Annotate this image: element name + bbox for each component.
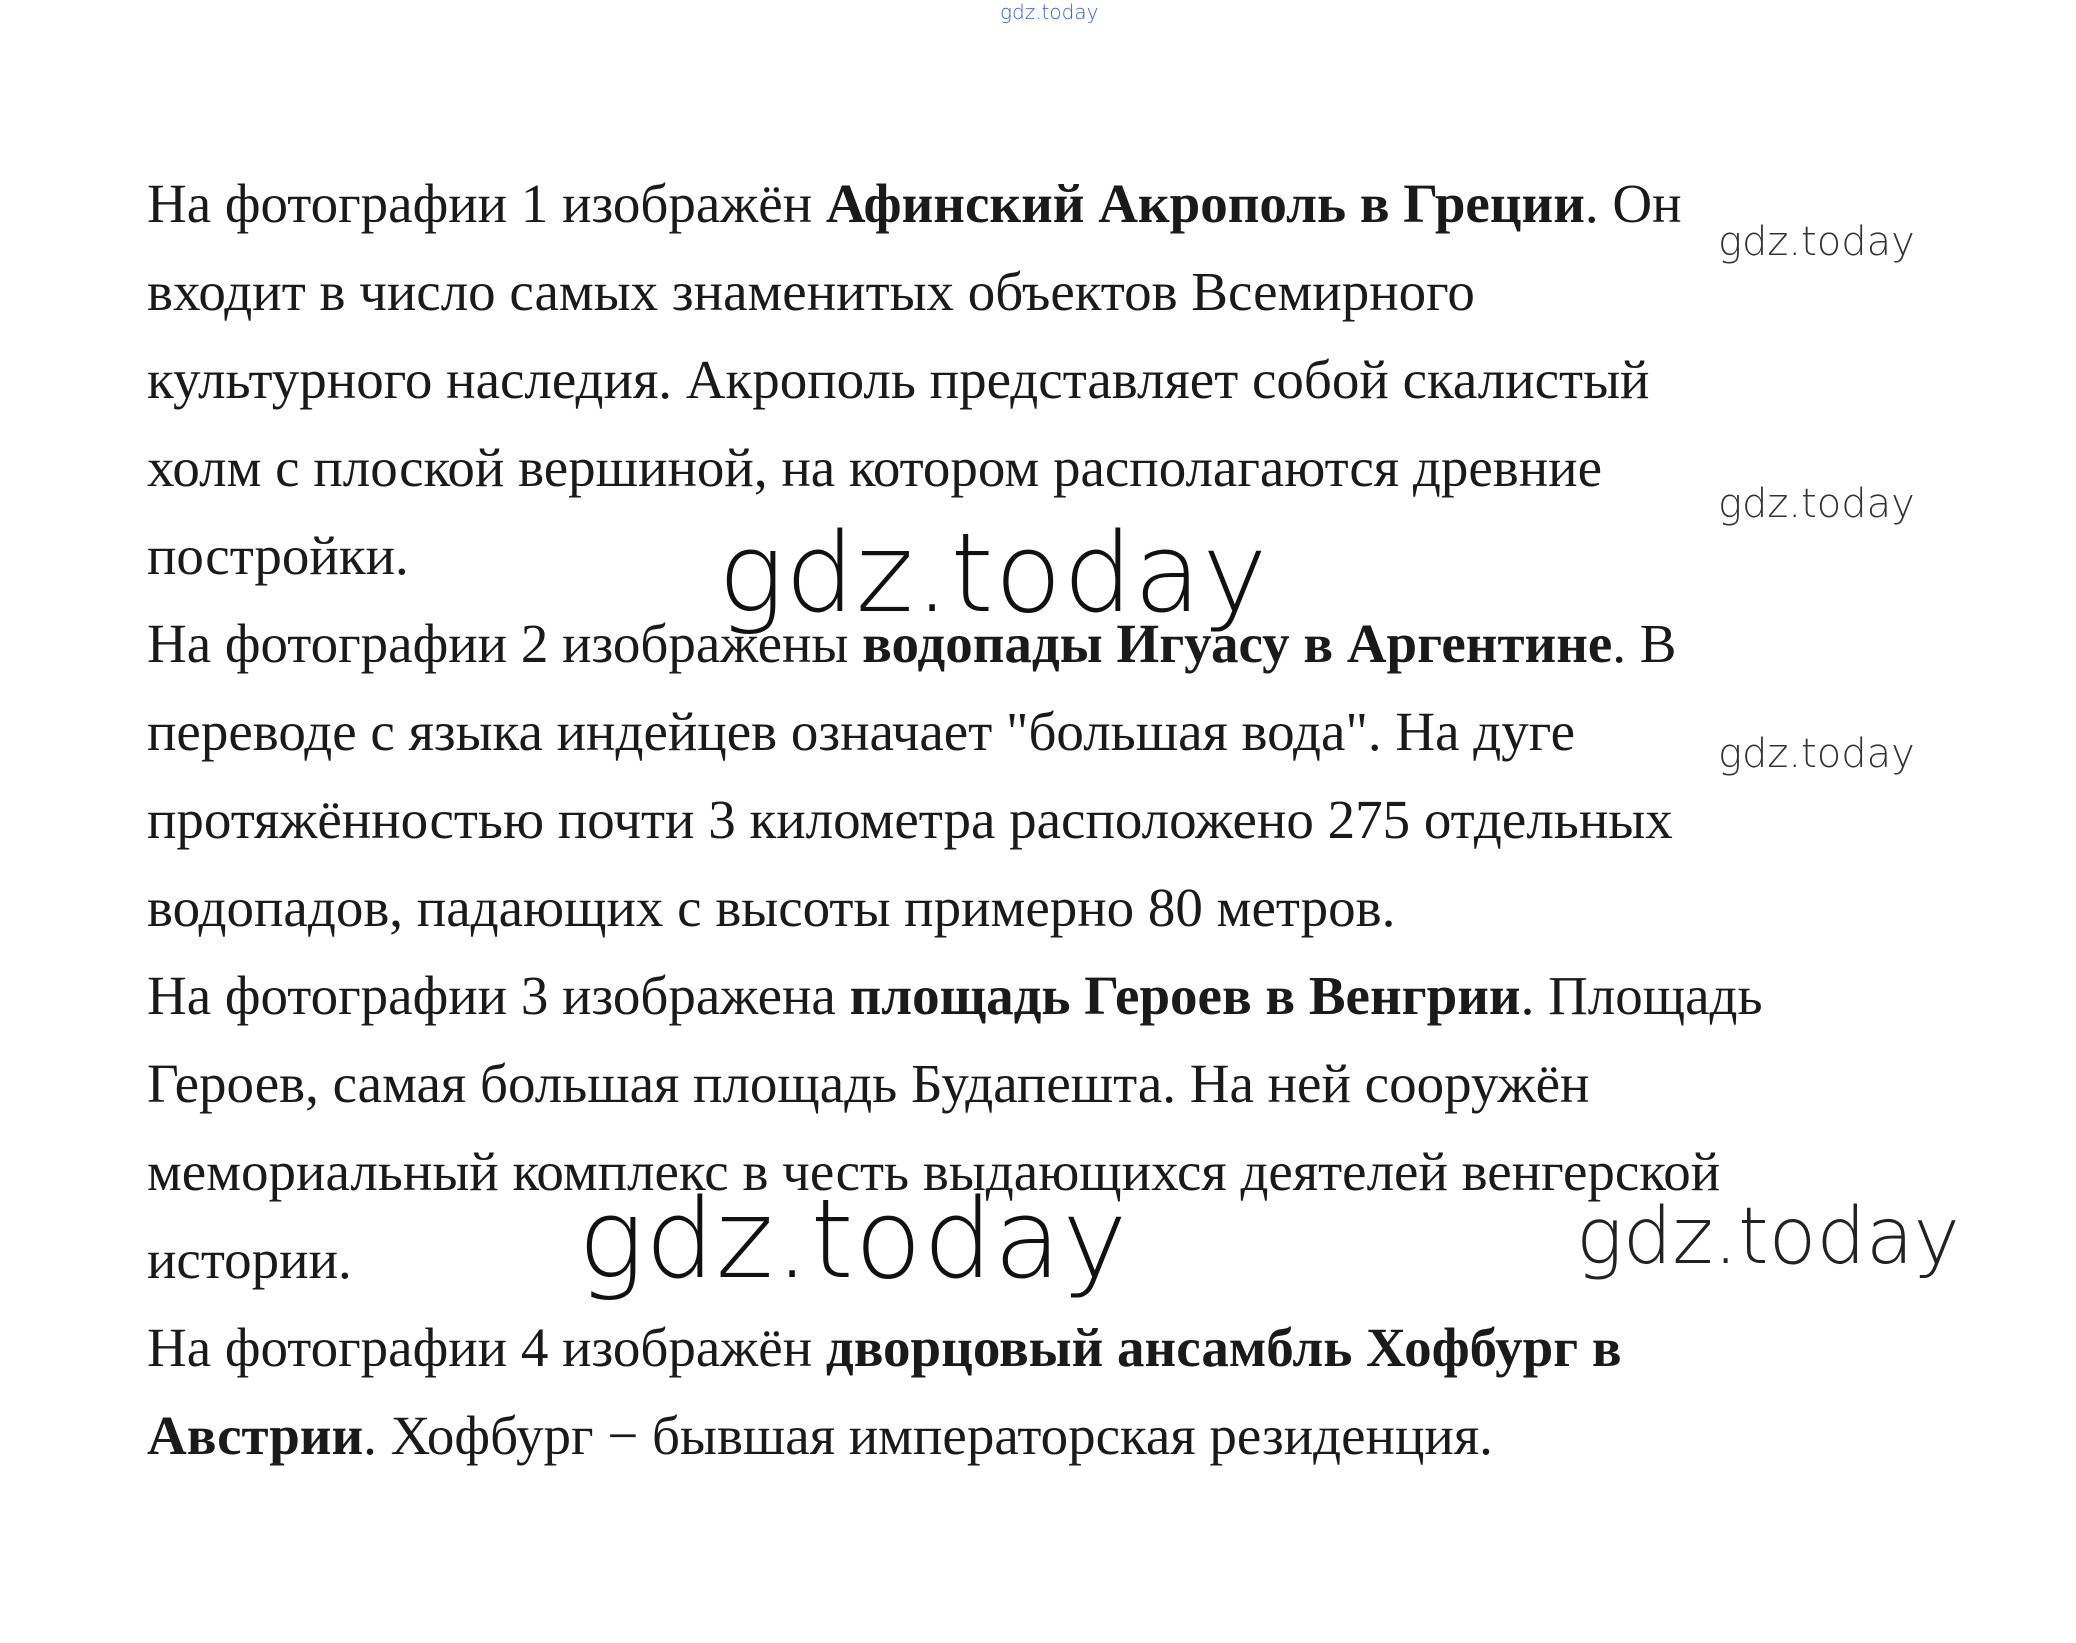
- watermark-side-3: gdz.today: [1718, 731, 1915, 777]
- text-line: На фотографии 3 изображена площадь Героев в Венгрии. Площадь: [147, 965, 1763, 1026]
- text-line: водопадов, падающих с высоты примерно 80 метров.: [147, 877, 1396, 938]
- text-line: протяжённостью почти 3 километра расположено 275 отдельных: [147, 789, 1673, 850]
- text-line: На фотографии 1 изображён Афинский Акрополь в Греции. Он: [147, 173, 1682, 234]
- text-line: культурного наследия. Акрополь представляет собой скалистый: [147, 349, 1650, 410]
- watermark-medium: gdz.today: [1576, 1192, 1960, 1282]
- watermark-large-2: gdz.today: [578, 1175, 1129, 1303]
- watermark-side-2: gdz.today: [1718, 481, 1915, 527]
- text-line: входит в число самых знаменитых объектов Всемирного: [147, 261, 1475, 322]
- text-line: истории.: [147, 1229, 352, 1290]
- text-line: На фотографии 4 изображён дворцовый ансамбль Хофбург в: [147, 1317, 1622, 1378]
- text-line: переводе с языка индейцев означает "большая вода". На дуге: [147, 701, 1576, 762]
- watermark-side-1: gdz.today: [1718, 219, 1915, 265]
- watermark-top: gdz.today: [1000, 0, 1099, 24]
- text-line: мемориальный комплекс в честь выдающихся деятелей венгерской: [147, 1141, 1721, 1202]
- text-line: холм с плоской вершиной, на котором располагаются древние: [147, 437, 1602, 498]
- watermark-large-1: gdz.today: [718, 509, 1269, 637]
- text-line: Австрии. Хофбург − бывшая императорская резиденция.: [147, 1405, 1493, 1466]
- text-line: постройки.: [147, 525, 409, 586]
- text-line: Героев, самая большая площадь Будапешта. На ней сооружён: [147, 1053, 1590, 1114]
- text-line: На фотографии 2 изображены водопады Игуасу в Аргентине. В: [147, 613, 1677, 674]
